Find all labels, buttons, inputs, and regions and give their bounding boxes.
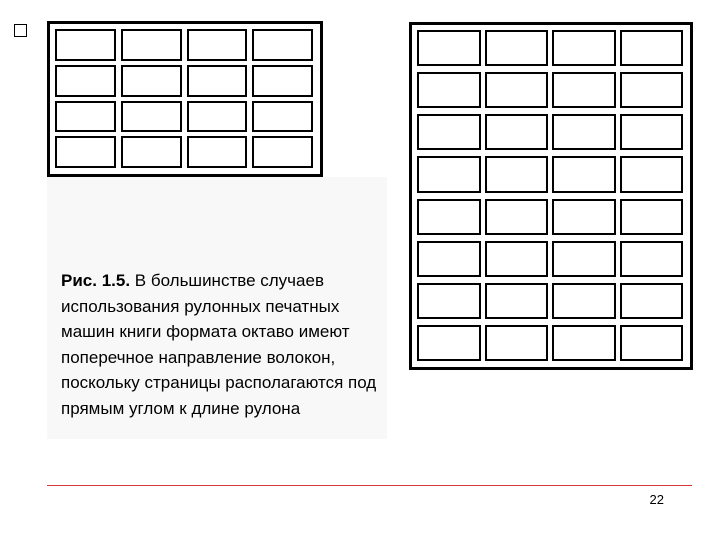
page-cell xyxy=(620,30,684,66)
page-cell xyxy=(620,114,684,150)
figure-caption xyxy=(61,268,391,421)
page-cell xyxy=(417,199,481,235)
page-cell xyxy=(417,114,481,150)
page-cell xyxy=(417,30,481,66)
page-cell xyxy=(552,114,616,150)
page-cell xyxy=(485,241,549,277)
page-cell xyxy=(552,156,616,192)
page-cell xyxy=(620,325,684,361)
page-cell xyxy=(485,72,549,108)
page-cell xyxy=(121,65,182,97)
page-cell xyxy=(187,101,248,133)
page-cell xyxy=(252,29,313,61)
page-cell xyxy=(417,325,481,361)
page-cell xyxy=(620,72,684,108)
page-cell xyxy=(485,156,549,192)
page-cell xyxy=(620,241,684,277)
footer-rule xyxy=(47,485,692,486)
page-cell xyxy=(121,136,182,168)
page-cell xyxy=(417,241,481,277)
page-cell xyxy=(55,136,116,168)
page-cell xyxy=(417,283,481,319)
page-cell xyxy=(552,283,616,319)
page-cell xyxy=(55,65,116,97)
sheet-4x4-diagram xyxy=(47,21,323,177)
page-cell xyxy=(121,29,182,61)
page-cell xyxy=(55,29,116,61)
page-cell xyxy=(187,136,248,168)
slide-bullet-square xyxy=(14,24,27,37)
page-cell xyxy=(252,101,313,133)
sheet-8x4-diagram xyxy=(409,22,693,370)
page-cell xyxy=(552,325,616,361)
page-cell xyxy=(121,101,182,133)
page-cell xyxy=(620,283,684,319)
page-cell xyxy=(485,199,549,235)
page-cell xyxy=(485,114,549,150)
page-cell xyxy=(485,325,549,361)
page-cell xyxy=(485,30,549,66)
caption-text: В большинстве случаев использования рулонных печатных машин книги формата октаво имеют поперечное направление волокон, поскольку страницы располагаются под прямым углом к длине рулона xyxy=(61,271,377,418)
page-grid-4x4 xyxy=(55,29,313,168)
page-cell xyxy=(620,156,684,192)
page-cell xyxy=(417,72,481,108)
page-cell xyxy=(252,65,313,97)
caption-label: Рис. 1.5. xyxy=(61,271,131,290)
page-cell xyxy=(620,199,684,235)
page-cell xyxy=(485,283,549,319)
page-cell xyxy=(417,156,481,192)
page-number: 22 xyxy=(649,492,664,507)
page-grid-8x4 xyxy=(417,30,683,361)
page-cell xyxy=(552,72,616,108)
page-cell xyxy=(552,241,616,277)
page-cell xyxy=(252,136,313,168)
page-cell xyxy=(187,65,248,97)
page-cell xyxy=(552,30,616,66)
page-cell xyxy=(187,29,248,61)
page-cell xyxy=(552,199,616,235)
page-cell xyxy=(55,101,116,133)
